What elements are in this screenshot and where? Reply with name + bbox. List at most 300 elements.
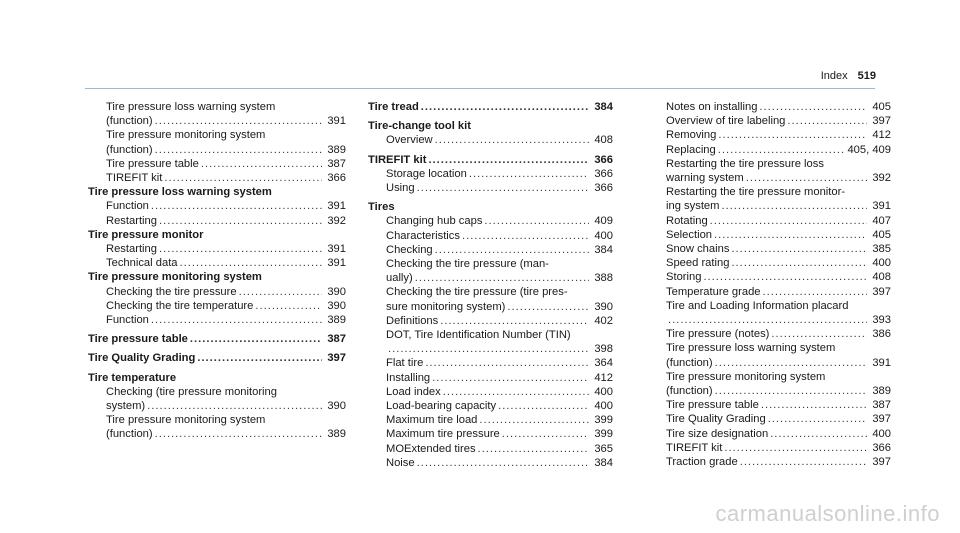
index-entry	[368, 371, 613, 385]
leader-dots	[715, 356, 867, 370]
index-heading	[88, 228, 346, 242]
index-line	[666, 185, 891, 199]
leader-dots	[180, 256, 322, 270]
index-entry	[648, 341, 891, 369]
entry-text: ually)	[386, 272, 413, 285]
section-title: Index	[820, 70, 848, 82]
page-reference: 390	[327, 299, 346, 312]
entry-text: Tire pressure table	[88, 333, 188, 346]
page-reference: 389	[327, 143, 346, 156]
leader-dots	[718, 128, 867, 142]
index-heading	[88, 270, 346, 284]
index-line	[666, 270, 891, 284]
entry-text: Tire pressure table	[666, 399, 759, 412]
page-reference: 385	[872, 243, 891, 256]
leader-dots	[151, 199, 322, 213]
entry-text: Overview	[386, 134, 433, 147]
entry-text: ing system	[666, 200, 720, 213]
index-line	[106, 214, 346, 228]
index-line	[666, 199, 891, 213]
index-entry	[648, 299, 891, 327]
page-reference: 389	[872, 385, 891, 398]
entry-text: Tire pressure (notes)	[666, 328, 770, 341]
page-reference: 397	[872, 413, 891, 426]
index-line	[666, 171, 891, 185]
index-heading	[368, 119, 613, 133]
header-rule	[85, 88, 875, 89]
leader-dots	[435, 243, 589, 257]
index-entry	[368, 133, 613, 147]
index-entry	[368, 285, 613, 313]
page-reference: 391	[327, 243, 346, 256]
leader-dots	[415, 271, 589, 285]
index-entry	[88, 242, 346, 256]
entry-text: Load index	[386, 385, 441, 398]
leader-dots	[731, 242, 867, 256]
leader-dots	[761, 398, 867, 412]
page-reference: 366	[872, 441, 891, 454]
index-line	[386, 385, 613, 399]
leader-dots	[484, 214, 589, 228]
index-line	[386, 300, 613, 314]
leader-dots	[155, 427, 322, 441]
leader-dots	[147, 399, 322, 413]
index-line	[88, 185, 346, 199]
entry-text: Changing hub caps	[386, 215, 483, 228]
entry-text: Tire pressure monitoring system	[666, 370, 826, 383]
entry-text: Tire pressure monitoring system	[106, 129, 266, 142]
entry-text: Tire pressure monitoring system	[106, 414, 266, 427]
entry-text: (function)	[666, 385, 713, 398]
index-line	[88, 371, 346, 385]
entry-text: Tire temperature	[88, 371, 177, 384]
index-line	[368, 200, 613, 214]
index-line	[666, 256, 891, 270]
entry-text: Tire Quality Grading	[666, 413, 766, 426]
index-entry	[88, 256, 346, 270]
page-reference: 388	[594, 272, 613, 285]
entry-text: Flat tire	[386, 357, 424, 370]
index-entry	[368, 243, 613, 257]
index-entry	[368, 456, 613, 470]
index-line	[386, 456, 613, 470]
index-entry	[648, 370, 891, 398]
page-reference: 387	[327, 157, 346, 170]
index-line	[666, 100, 891, 114]
index-line	[106, 242, 346, 256]
page-reference: 405	[872, 228, 891, 241]
leader-dots	[715, 384, 867, 398]
index-entry	[648, 114, 891, 128]
index-entry	[368, 257, 613, 285]
entry-text: Definitions	[386, 314, 439, 327]
page-reference: 400	[594, 400, 613, 413]
index-entry	[648, 398, 891, 412]
entry-text: Installing	[386, 371, 431, 384]
index-line	[666, 441, 891, 455]
leader-dots	[417, 456, 589, 470]
page-reference: 391	[327, 115, 346, 128]
leader-dots	[440, 314, 589, 328]
page-reference: 400	[872, 257, 891, 270]
index-entry	[368, 399, 613, 413]
leader-dots	[703, 270, 867, 284]
index-heading	[368, 100, 613, 114]
leader-dots	[159, 214, 322, 228]
entry-text: Replacing	[666, 143, 716, 156]
index-line	[386, 214, 613, 228]
entry-text: Restarting	[106, 243, 157, 256]
index-line	[106, 199, 346, 213]
watermark: carmanualsonline.info	[715, 501, 940, 526]
entry-text: warning system	[666, 172, 744, 185]
index-entry	[88, 128, 346, 156]
index-line	[386, 257, 613, 271]
entry-text: Noise	[386, 456, 415, 469]
entry-text: Checking (tire pressure monitoring	[106, 385, 277, 398]
page-reference: 408	[872, 271, 891, 284]
index-entry	[648, 185, 891, 213]
entry-text: Technical data	[106, 257, 178, 270]
leader-dots	[768, 412, 867, 426]
page-number: 519	[857, 70, 876, 82]
entry-text: Maximum tire pressure	[386, 428, 500, 441]
page-header	[821, 70, 876, 82]
page-reference: 392	[327, 214, 346, 227]
index-entry	[88, 157, 346, 171]
entry-text: (function)	[106, 143, 153, 156]
entry-text: Checking the tire temperature	[106, 299, 254, 312]
leader-dots	[724, 441, 867, 455]
leader-dots	[421, 100, 589, 114]
index-entry	[368, 385, 613, 399]
leader-dots	[432, 371, 589, 385]
page-reference: 364	[594, 357, 613, 370]
index-heading	[88, 371, 346, 385]
index-line	[106, 256, 346, 270]
page-reference: 391	[872, 356, 891, 369]
leader-dots	[731, 256, 867, 270]
page-reference: 390	[327, 285, 346, 298]
leader-dots	[787, 114, 867, 128]
index-line	[666, 455, 891, 469]
page-reference: 400	[594, 385, 613, 398]
index-line	[666, 370, 891, 384]
page-reference: 400	[872, 427, 891, 440]
page-reference: 366	[594, 182, 613, 195]
entry-text: Storage location	[386, 167, 467, 180]
index-line	[666, 143, 891, 157]
index-line	[386, 328, 613, 342]
entry-text: DOT, Tire Identification Number (TIN)	[386, 329, 571, 342]
index-line	[386, 314, 613, 328]
index-column-2	[368, 100, 613, 470]
index-entry	[88, 171, 346, 185]
index-entry	[648, 285, 891, 299]
index-line	[106, 385, 346, 399]
page-reference: 390	[327, 400, 346, 413]
entry-text: MOExtended tires	[386, 442, 476, 455]
entry-text: Traction grade	[666, 456, 738, 469]
leader-dots	[197, 351, 322, 365]
leader-dots	[746, 171, 867, 185]
page-reference: 386	[872, 328, 891, 341]
entry-text: Tire pressure monitor	[88, 228, 204, 241]
index-entry	[88, 385, 346, 413]
page-reference: 409	[594, 215, 613, 228]
index-entry	[648, 128, 891, 142]
index-line	[386, 442, 613, 456]
index-line	[368, 153, 613, 167]
index-entry	[648, 427, 891, 441]
leader-dots	[428, 153, 589, 167]
index-entry	[648, 270, 891, 284]
page-reference: 366	[327, 172, 346, 185]
index-line	[368, 119, 613, 133]
entry-text: Snow chains	[666, 243, 730, 256]
entry-text: Checking the tire pressure	[106, 285, 237, 298]
index-line	[386, 427, 613, 441]
index-line	[106, 399, 346, 413]
index-entry	[88, 214, 346, 228]
index-line	[386, 342, 613, 356]
index-line	[106, 157, 346, 171]
page-reference: 397	[327, 352, 346, 365]
index-line	[106, 427, 346, 441]
entry-text: Tires	[368, 201, 395, 214]
page-reference: 366	[594, 167, 613, 180]
entry-text: Tire tread	[368, 101, 419, 113]
index-line	[368, 100, 613, 114]
entry-text: system)	[106, 400, 146, 413]
index-line	[88, 351, 346, 365]
index-entry	[368, 328, 613, 356]
index-entry	[648, 214, 891, 228]
entry-text: Function	[106, 200, 149, 213]
page-reference: 399	[594, 414, 613, 427]
index-entry	[368, 427, 613, 441]
leader-dots	[763, 285, 867, 299]
entry-text: Notes on installing	[666, 101, 758, 113]
leader-dots	[721, 199, 867, 213]
index-entry	[368, 214, 613, 228]
index-line	[666, 341, 891, 355]
leader-dots	[151, 313, 322, 327]
index-line	[666, 427, 891, 441]
index-entry	[368, 413, 613, 427]
page-reference: 412	[594, 371, 613, 384]
entry-text: Tire pressure loss warning system	[666, 342, 836, 355]
page-reference: 412	[872, 129, 891, 142]
index-line	[106, 114, 346, 128]
index-line	[666, 114, 891, 128]
leader-dots	[740, 455, 867, 469]
page-reference: 391	[872, 200, 891, 213]
index-heading	[368, 153, 613, 167]
index-line	[666, 327, 891, 341]
index-line	[88, 332, 346, 346]
leader-dots	[155, 114, 322, 128]
entry-text: Tire pressure loss warning system	[106, 101, 276, 113]
entry-text: Checking	[386, 243, 433, 256]
leader-dots	[668, 313, 867, 327]
entry-text: (function)	[666, 356, 713, 369]
page-reference: 397	[872, 456, 891, 469]
leader-dots	[771, 327, 867, 341]
page-reference: 400	[594, 229, 613, 242]
index-entry	[648, 157, 891, 185]
index-entry	[88, 100, 346, 128]
index-heading	[368, 200, 613, 214]
entry-text: TIREFIT kit	[106, 172, 163, 185]
index-entry	[368, 229, 613, 243]
index-entry	[88, 299, 346, 313]
index-heading	[88, 185, 346, 199]
index-entry	[648, 412, 891, 426]
entry-text: Overview of tire labeling	[666, 115, 786, 128]
page-reference: 392	[872, 172, 891, 185]
leader-dots	[435, 133, 589, 147]
page-reference: 397	[872, 285, 891, 298]
entry-text: sure monitoring system)	[386, 300, 506, 313]
index-entry	[88, 313, 346, 327]
entry-text: Characteristics	[386, 229, 460, 242]
entry-text: Load-bearing capacity	[386, 400, 497, 413]
index-line	[106, 299, 346, 313]
leader-dots	[443, 385, 589, 399]
entry-text: Rotating	[666, 214, 708, 227]
index-line	[386, 133, 613, 147]
index-line	[666, 285, 891, 299]
leader-dots	[714, 228, 867, 242]
entry-text: Tire size designation	[666, 427, 769, 440]
index-line	[106, 413, 346, 427]
page-reference: 408	[594, 134, 613, 147]
page-reference: 384	[594, 456, 613, 469]
index-entry	[648, 242, 891, 256]
entry-text: Tire Quality Grading	[88, 352, 196, 365]
page-reference: 399	[594, 428, 613, 441]
leader-dots	[770, 427, 867, 441]
entry-text: Temperature grade	[666, 285, 761, 298]
entry-text: (function)	[106, 428, 153, 441]
page-reference: 393	[872, 314, 891, 327]
page-reference: 398	[594, 343, 613, 356]
leader-dots	[710, 214, 867, 228]
index-line	[386, 243, 613, 257]
leader-dots	[159, 242, 322, 256]
index-entry	[368, 356, 613, 370]
index-entry	[368, 442, 613, 456]
leader-dots	[718, 143, 846, 157]
page-reference: 397	[872, 115, 891, 128]
index-line	[386, 371, 613, 385]
index-heading	[88, 351, 346, 365]
page-reference: 387	[327, 333, 346, 346]
leader-dots	[502, 427, 589, 441]
entry-text: Storing	[666, 271, 702, 284]
entry-text: Tire pressure monitoring system	[88, 271, 262, 284]
leader-dots	[759, 100, 867, 114]
index-entry	[368, 167, 613, 181]
index-entry	[648, 100, 891, 114]
leader-dots	[155, 143, 322, 157]
index-line	[666, 214, 891, 228]
index-column-1	[88, 100, 346, 442]
index-entry	[648, 455, 891, 469]
entry-text: Tire pressure table	[106, 157, 199, 170]
index-line	[666, 356, 891, 370]
index-line	[106, 100, 346, 114]
entry-text: Checking the tire pressure (man-	[386, 258, 549, 271]
index-line	[386, 181, 613, 195]
index-line	[386, 167, 613, 181]
leader-dots	[190, 332, 322, 346]
index-line	[666, 228, 891, 242]
page-reference: 402	[594, 314, 613, 327]
entry-text: (function)	[106, 115, 153, 128]
index-line	[386, 413, 613, 427]
entry-text: Function	[106, 314, 149, 327]
page-reference: 384	[594, 101, 613, 113]
index-line	[386, 229, 613, 243]
page-reference: 365	[594, 442, 613, 455]
index-entry	[368, 181, 613, 195]
index-line	[666, 398, 891, 412]
index-line	[666, 242, 891, 256]
leader-dots	[201, 157, 322, 171]
leader-dots	[388, 342, 589, 356]
index-line	[666, 412, 891, 426]
entry-text: Restarting the tire pressure loss	[666, 157, 824, 170]
leader-dots	[498, 399, 589, 413]
entry-text: Tire-change tool kit	[368, 120, 471, 133]
index-line	[106, 313, 346, 327]
page-reference: 387	[872, 399, 891, 412]
index-entry	[648, 228, 891, 242]
leader-dots	[479, 413, 589, 427]
entry-text: Restarting the tire pressure monitor-	[666, 186, 846, 199]
index-line	[106, 171, 346, 185]
page-reference: 389	[327, 314, 346, 327]
index-line	[666, 157, 891, 171]
index-line	[666, 128, 891, 142]
entry-text: TIREFIT kit	[368, 153, 427, 166]
index-entry	[368, 314, 613, 328]
index-column-3	[648, 100, 891, 469]
entry-text: Tire pressure loss warning system	[88, 186, 272, 199]
leader-dots	[255, 299, 322, 313]
leader-dots	[425, 356, 589, 370]
index-line	[106, 285, 346, 299]
leader-dots	[164, 171, 322, 185]
index-entry	[88, 199, 346, 213]
index-line	[666, 384, 891, 398]
index-line	[88, 270, 346, 284]
page-reference: 366	[594, 153, 613, 166]
leader-dots	[469, 167, 589, 181]
leader-dots	[417, 181, 589, 195]
index-line	[666, 313, 891, 327]
index-line	[106, 143, 346, 157]
entry-text: Checking the tire pressure (tire pres-	[386, 286, 568, 299]
index-line	[386, 399, 613, 413]
index-entry	[648, 441, 891, 455]
index-line	[666, 299, 891, 313]
page-reference: 405	[872, 101, 891, 113]
index-entry	[648, 327, 891, 341]
entry-text: Removing	[666, 129, 717, 142]
